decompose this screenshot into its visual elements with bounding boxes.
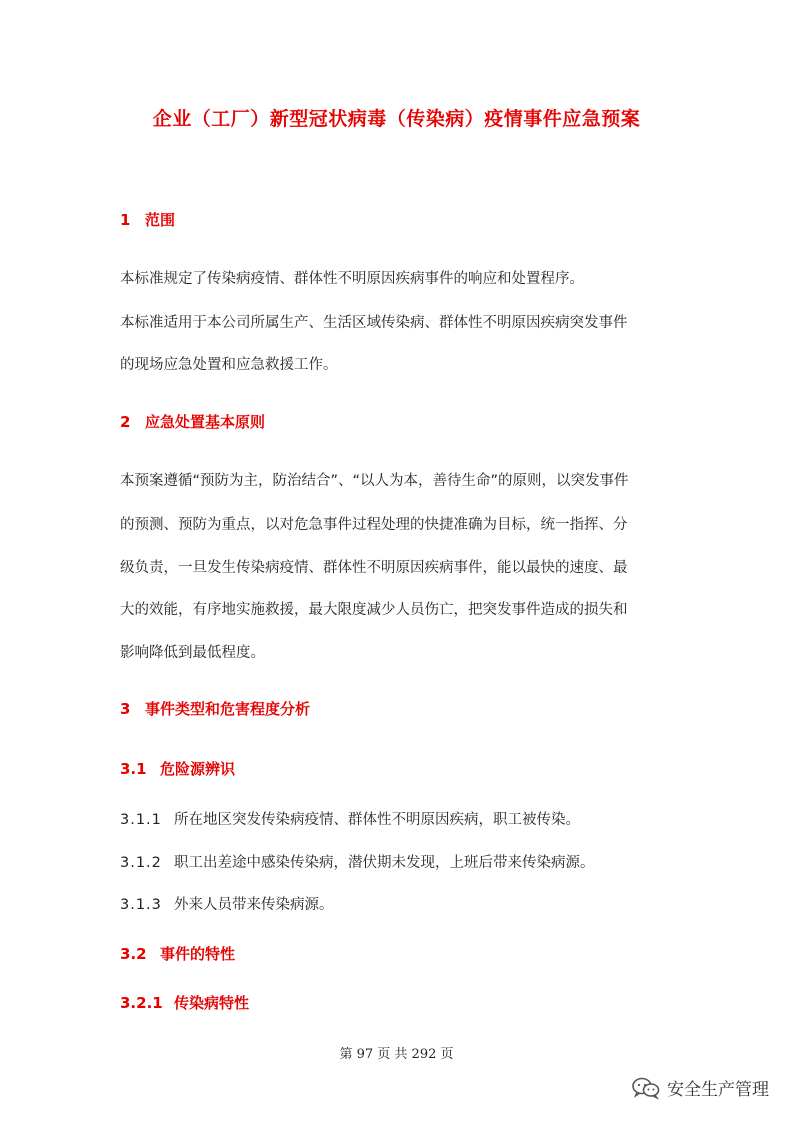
list-item [120, 808, 580, 829]
section-heading-1 [120, 209, 175, 230]
item-number: 3.1.3 [120, 897, 162, 913]
section-title: 事件的特性 [160, 945, 236, 963]
paragraph-line: 影响降低到最低程度。 [120, 645, 265, 661]
section-title: 事件类型和危害程度分析 [145, 700, 311, 718]
section-heading-3-2 [120, 943, 235, 964]
section-number: 3 [120, 700, 131, 718]
item-text: 外来人员带来传染病源。 [174, 897, 334, 913]
list-item [120, 893, 334, 914]
section-title: 应急处置基本原则 [145, 413, 266, 431]
paragraph-line: 级负责，一旦发生传染病疫情、群体性不明原因疾病事件，能以最快的速度、最 [120, 560, 628, 576]
list-item [120, 851, 595, 872]
section-number: 3.1 [120, 760, 147, 778]
section-title: 范围 [145, 211, 176, 229]
section-heading-3 [120, 698, 310, 719]
section-number: 3.2.1 [120, 994, 163, 1012]
page-footer: 第 97 页 共 292 页 [339, 1047, 454, 1062]
wechat-icon [631, 1076, 661, 1100]
paragraph-line: 本标准规定了传染病疫情、群体性不明原因疾病事件的响应和处置程序。 [120, 271, 584, 287]
paragraph-line: 的现场应急处置和应急救援工作。 [120, 357, 338, 373]
paragraph-line: 大的效能，有序地实施救援，最大限度减少人员伤亡，把突发事件造成的损失和 [120, 602, 628, 618]
page-title: 企业（工厂）新型冠状病毒（传染病）疫情事件应急预案 [152, 108, 641, 130]
section-number: 1 [120, 211, 131, 229]
watermark-label: 安全生产管理 [667, 1080, 769, 1100]
section-title: 危险源辨识 [160, 760, 236, 778]
section-heading-3-2-1 [120, 992, 249, 1013]
paragraph-line: 本预案遵循“预防为主，防治结合”、“以人为本，善待生命”的原则，以突发事件 [120, 473, 629, 489]
section-number: 2 [120, 413, 131, 431]
item-text: 职工出差途中感染传染病，潜伏期未发现，上班后带来传染病源。 [174, 855, 595, 871]
item-number: 3.1.2 [120, 855, 162, 871]
section-number: 3.2 [120, 945, 147, 963]
section-heading-2 [120, 411, 265, 432]
paragraph-line: 的预测、预防为重点，以对危急事件过程处理的快捷准确为目标，统一指挥、分 [120, 517, 628, 533]
item-number: 3.1.1 [120, 812, 162, 828]
watermark [631, 1075, 769, 1100]
paragraph-line: 本标准适用于本公司所属生产、生活区域传染病、群体性不明原因疾病突发事件 [120, 315, 628, 331]
item-text: 所在地区突发传染病疫情、群体性不明原因疾病，职工被传染。 [174, 812, 580, 828]
section-title: 传染病特性 [174, 994, 250, 1012]
section-heading-3-1 [120, 758, 235, 779]
